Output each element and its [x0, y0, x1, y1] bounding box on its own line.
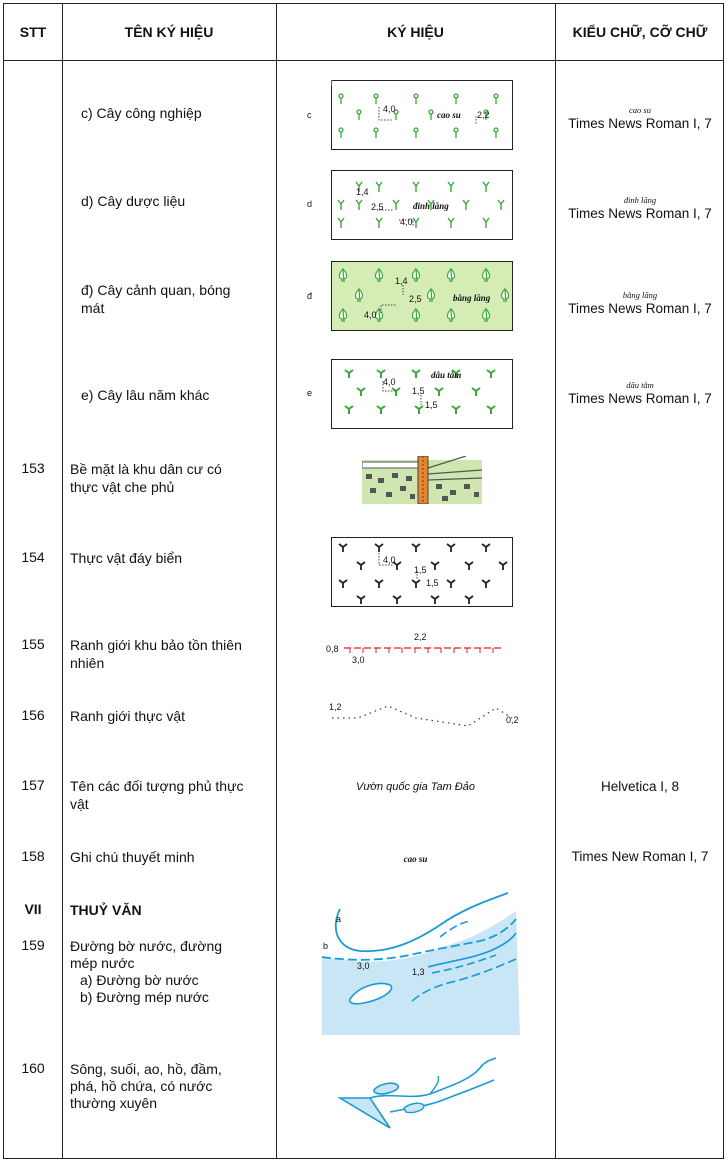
row-d-font-sample: đinh lăng [623, 195, 657, 205]
row-159-sub-b: b) Đường mép nước [80, 989, 209, 1005]
row-158-font: Times New Roman I, 7 [571, 849, 709, 864]
row-e-dim3: 1,5 [425, 400, 438, 410]
row-e-font [555, 379, 725, 406]
row-155-stt: 155 [21, 636, 45, 652]
row-c-font-name: Times News Roman I, 7 [568, 116, 712, 131]
column-divider [555, 4, 556, 1158]
section-title: THUỶ VĂN [70, 902, 142, 918]
row-d-font [555, 194, 725, 221]
row-e-name: e) Cây lâu năm khác [81, 387, 210, 403]
row-160-name-line2: phá, hồ chứa, có nước [70, 1078, 213, 1094]
row-dd-dim3: 4,0 [364, 310, 377, 320]
row-159-name-line1: Đường bờ nước, đường [70, 938, 223, 954]
symbol-table [3, 3, 724, 1159]
row-155-dim2: 0,8 [326, 644, 339, 654]
row-e-label: dâu tằm [431, 370, 462, 380]
column-divider [62, 4, 63, 1158]
row-dd-label: bằng lăng [453, 293, 491, 303]
row-c-label: cao su [437, 110, 461, 120]
row-159-label-b: b [323, 941, 329, 951]
row-e-font-name: Times News Roman I, 7 [568, 391, 712, 406]
row-154-dim3: 1,5 [426, 578, 439, 588]
row-e-dim1: 4,0 [383, 377, 396, 387]
row-d-font-name: Times News Roman I, 7 [568, 206, 712, 221]
header-divider [4, 60, 723, 61]
row-c-font [555, 104, 725, 131]
row-d-label: đinh lăng [413, 201, 449, 211]
row-c-name: c) Cây công nghiệp [81, 105, 202, 121]
row-154-stt: 154 [21, 549, 45, 565]
row-158-name: Ghi chú thuyết minh [70, 849, 195, 865]
row-dd-font-sample: bằng lăng [622, 290, 658, 300]
row-160-name-line3: thường xuyên [70, 1095, 158, 1111]
row-153-name-line1: Bề mặt là khu dân cư có [70, 461, 222, 477]
row-154-name: Thực vật đáy biển [70, 550, 183, 566]
row-d-dim3: 4,0 [400, 217, 413, 227]
header-symbol: KÝ HIỆU [387, 24, 444, 40]
row-c-font-sample: cao su [629, 105, 651, 115]
row-d-dim2: 2,5 [371, 202, 384, 212]
column-divider [276, 4, 277, 1158]
row-158-sample: cao su [403, 854, 428, 864]
row-155-name-line1: Ranh giới khu bảo tồn thiên [70, 637, 242, 653]
row-c-dim2: 2,2 [477, 110, 490, 120]
section-stt: VII [24, 901, 42, 917]
row-155-name-line2: nhiên [70, 655, 105, 671]
row-dd-letter: đ [307, 291, 313, 301]
shoreline-symbol [320, 889, 520, 1035]
row-c-dim1: 4,0 [383, 104, 396, 114]
row-159-label-a: a [336, 914, 342, 924]
row-dd-name-line1: đ) Cây cảnh quan, bóng [81, 282, 231, 298]
header-font: KIỂU CHỮ, CỠ CHỮ [572, 24, 708, 40]
header-name: TÊN KÝ HIỆU [124, 24, 214, 40]
row-157-sample: Vườn quốc gia Tam Đảo [355, 781, 475, 793]
permanent-water-symbol [330, 1056, 500, 1130]
row-c-letter: c [307, 110, 312, 120]
row-157-font: Helvetica I, 8 [600, 779, 680, 794]
row-156-name: Ranh giới thực vật [70, 708, 186, 724]
row-155-dim1: 2,2 [414, 632, 427, 642]
row-e-font-sample: dâu tằm [626, 380, 654, 390]
row-dd-dim2: 2,5 [409, 294, 422, 304]
row-155-dim3: 3,0 [352, 655, 365, 665]
row-157-name-line2: vật [70, 796, 89, 812]
row-dd-dim1: 1,4 [395, 276, 408, 286]
row-156-dim1: 1,2 [329, 702, 342, 712]
row-160-stt: 160 [21, 1060, 45, 1076]
row-dd-font-name: Times News Roman I, 7 [568, 301, 712, 316]
row-153-stt: 153 [21, 460, 45, 476]
row-153-name-line2: thực vật che phủ [70, 479, 175, 495]
row-159-name-line2: mép nước [70, 955, 135, 971]
row-159-dim2: 1,3 [412, 967, 425, 977]
row-159-stt: 159 [21, 937, 45, 953]
row-157-stt: 157 [21, 777, 45, 793]
row-e-letter: e [307, 388, 313, 398]
vegetation-boundary-symbol [328, 696, 524, 730]
row-157-name-line1: Tên các đối tượng phủ thực [70, 778, 244, 794]
row-160-name-line1: Sông, suối, ao, hồ, đầm, [70, 1061, 222, 1077]
nature-reserve-boundary-symbol [344, 644, 504, 660]
row-159-dim1: 3,0 [357, 961, 370, 971]
row-159-sub-a: a) Đường bờ nước [80, 972, 199, 988]
row-156-dim2: 0,2 [506, 715, 519, 725]
row-dd-name-line2: mát [81, 300, 105, 316]
vegetated-residential-symbol [362, 456, 482, 504]
row-d-name: d) Cây dược liệu [81, 193, 186, 209]
row-154-dim1: 4,0 [383, 555, 396, 565]
row-dd-font [555, 289, 725, 316]
row-d-letter: d [307, 199, 313, 209]
row-d-dim1: 1,4 [356, 187, 369, 197]
header-stt: STT [19, 24, 47, 40]
row-154-dim2: 1,5 [414, 565, 427, 575]
row-158-stt: 158 [21, 848, 45, 864]
row-156-stt: 156 [21, 707, 45, 723]
row-e-dim2: 1,5 [412, 386, 425, 396]
